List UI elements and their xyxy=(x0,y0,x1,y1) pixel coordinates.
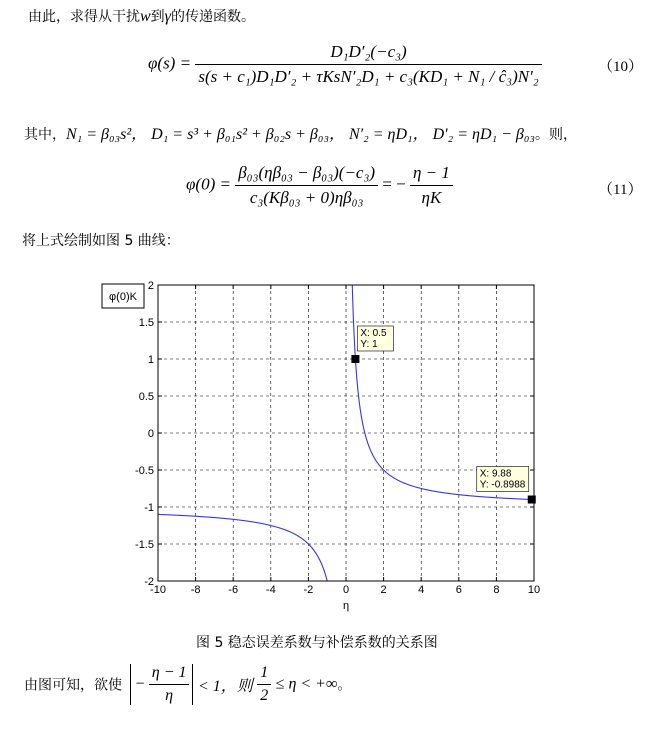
datatip-marker xyxy=(351,355,359,363)
eq11-fraction xyxy=(235,163,378,208)
eq11-numerator-2: η − 1 xyxy=(410,163,453,186)
y-tick-label: 0 xyxy=(147,428,154,440)
abs-numerator: η − 1 xyxy=(149,664,190,685)
y-tick-label: -1.5 xyxy=(135,539,154,551)
y-tick-label: -0.5 xyxy=(135,465,154,477)
abs-expression xyxy=(130,664,193,705)
conclusion-lt: < 1，则 xyxy=(197,678,253,695)
y-tick-label: -1 xyxy=(144,502,154,514)
x-tick-label: -2 xyxy=(303,584,314,596)
conclusion-line xyxy=(24,664,351,724)
definitions-suffix: 。则， xyxy=(534,127,577,143)
intro-text-c: 的传递函数。 xyxy=(170,9,255,25)
y-axis-label-box xyxy=(102,284,144,308)
datatip-x-label: X: 9.88 xyxy=(479,468,512,480)
intro-text-b: 到 xyxy=(150,9,165,25)
eq11-numerator: β₀₃(ηβ₀₃ − β₀₃)(−c₃) xyxy=(235,163,378,186)
x-tick-label: -6 xyxy=(228,584,239,596)
y-tick-label: 1 xyxy=(147,354,154,366)
abs-minus: − xyxy=(134,675,146,693)
conclusion-range: ≤ η < +∞ xyxy=(275,675,338,693)
figure-caption: 图 5 稳态误差系数与补偿系数的关系图 xyxy=(196,635,438,651)
half-denominator: 2 xyxy=(260,687,269,704)
x-tick-label: 0 xyxy=(342,584,350,596)
eq11-lhs: φ(0) = xyxy=(186,174,231,194)
conclusion-prefix: 由图可知，欲使 xyxy=(24,677,122,694)
x-tick-label: 6 xyxy=(455,584,462,596)
x-tick-label: -4 xyxy=(265,584,276,596)
conclusion-end: 。 xyxy=(337,677,352,694)
y-tick-label: 1.5 xyxy=(138,317,154,329)
datatip-x-label: X: 0.5 xyxy=(360,328,387,339)
x-tick-label: 8 xyxy=(493,584,500,596)
intro-line xyxy=(28,6,255,26)
x-axis-label: η xyxy=(342,600,350,612)
eq10-denominator: s(s + c₁)D₁D′₂ + τKsN′₂D₁ + c₃(KD₁ + N₁ / ĉ₃)N′₂ xyxy=(198,67,539,86)
eq10-lhs: φ(s) = xyxy=(148,53,192,73)
datatip-y-label: Y: 1 xyxy=(360,339,378,350)
x-tick-label: 10 xyxy=(527,584,541,596)
equation-10-number: （10） xyxy=(598,59,644,75)
half-numerator: 1 xyxy=(257,664,271,685)
equation-11 xyxy=(186,163,453,208)
equation-10 xyxy=(148,42,542,87)
y-tick-label: -2 xyxy=(144,576,154,588)
eq10-numerator: D₁D′₂(−c₃) xyxy=(195,42,541,65)
definitions-math: N₁ = β₀₃s²， D₁ = s³ + β₀₁s² + β₀₂s + β₀₃， N′₂ = ηD₁， D′₂ = ηD₁ − β₀₃ xyxy=(66,126,535,143)
x-tick-label: -10 xyxy=(150,584,166,596)
eq11-denominator: c₃(Kβ₀₃ + 0)ηβ₀₃ xyxy=(249,188,364,207)
x-tick-label: 2 xyxy=(380,584,387,596)
y-tick-label: 0.5 xyxy=(138,391,154,403)
symbol-gamma: γ xyxy=(164,8,171,25)
plot-intro-line: 将上式绘制如图 5 曲线： xyxy=(22,233,180,249)
x-tick-label: -8 xyxy=(190,584,201,596)
figure-5-chart xyxy=(100,272,560,612)
half-fraction xyxy=(257,664,271,705)
eq11-equals: = − xyxy=(382,174,406,194)
symbol-w: w xyxy=(140,8,151,25)
datatip-marker xyxy=(528,496,536,504)
abs-fraction xyxy=(149,664,190,705)
intro-text-a: 由此，求得从干扰 xyxy=(28,9,140,25)
definitions-line xyxy=(24,121,577,144)
eq10-fraction xyxy=(195,42,541,87)
eq11-denominator-2: ηK xyxy=(421,188,442,207)
x-tick-label: 4 xyxy=(418,584,425,596)
definitions-prefix: 其中， xyxy=(24,127,66,143)
eq11-fraction-2 xyxy=(410,163,453,208)
datatip-y-label: Y: -0.8988 xyxy=(479,479,526,491)
plot-area xyxy=(135,272,540,612)
equation-11-number: （11） xyxy=(598,182,643,198)
abs-denominator: η xyxy=(165,687,174,704)
y-axis-label: φ(0)K xyxy=(109,291,137,303)
y-tick-label: 2 xyxy=(147,280,154,292)
